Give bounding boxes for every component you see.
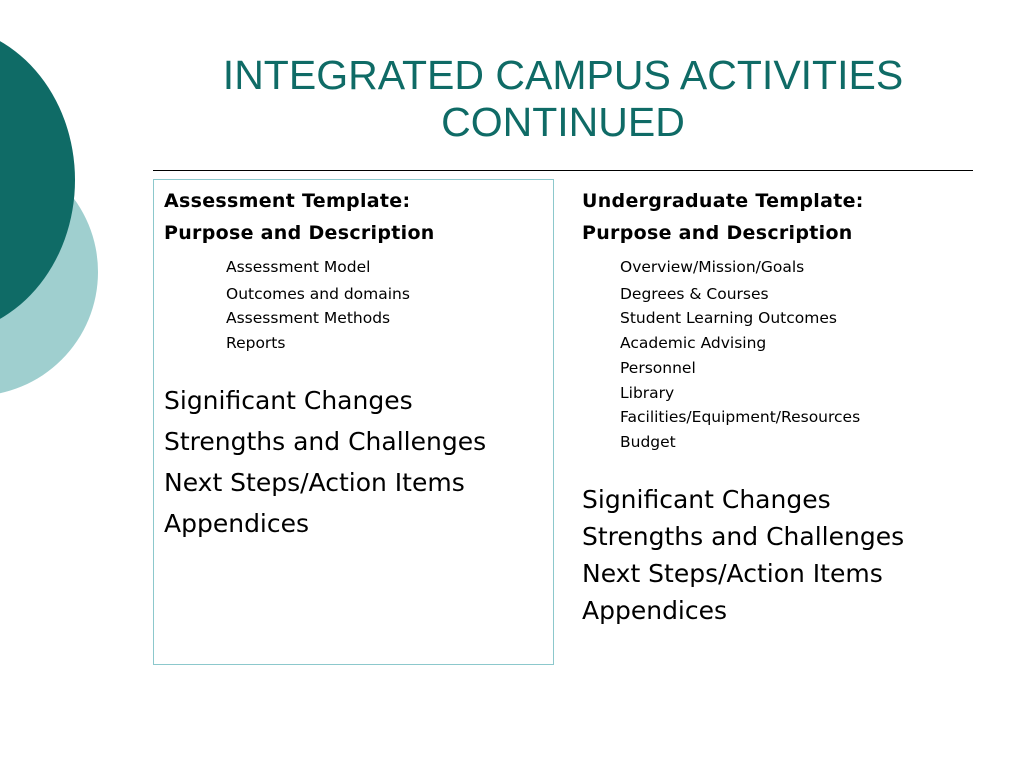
- list-item: Facilities/Equipment/Resources: [620, 408, 861, 427]
- section-list: [164, 380, 549, 544]
- section-item: Strengths and Challenges: [582, 521, 905, 551]
- section-list: [582, 481, 982, 629]
- undergraduate-template-column: [582, 185, 982, 629]
- assessment-template-column: [164, 185, 549, 544]
- list-item: Assessment Model: [226, 258, 371, 276]
- list-item: Assessment Methods: [226, 309, 391, 328]
- section-item: Appendices: [164, 508, 310, 538]
- item-list: [582, 255, 982, 455]
- column-heading: Undergraduate Template:: [582, 190, 864, 212]
- section-item: Strengths and Challenges: [164, 426, 487, 456]
- list-item: Outcomes and domains: [226, 284, 410, 303]
- section-item: Significant Changes: [582, 484, 831, 514]
- column-subheading: Purpose and Description: [582, 222, 853, 244]
- list-item: Academic Advising: [620, 334, 767, 353]
- slide-title: [150, 52, 976, 146]
- list-item: Student Learning Outcomes: [620, 309, 837, 328]
- list-item: Budget: [620, 432, 676, 451]
- title-line-1: INTEGRATED CAMPUS ACTIVITIES: [222, 52, 904, 98]
- list-item: Personnel: [620, 358, 696, 377]
- list-item: Overview/Mission/Goals: [620, 258, 805, 276]
- column-subheading: Purpose and Description: [164, 222, 435, 244]
- list-item: Library: [620, 383, 675, 402]
- item-list: [164, 255, 549, 356]
- title-divider: [153, 170, 973, 171]
- list-item: Reports: [226, 334, 286, 353]
- section-item: Next Steps/Action Items: [582, 558, 883, 588]
- section-item: Significant Changes: [164, 385, 413, 415]
- section-item: Next Steps/Action Items: [164, 467, 465, 497]
- section-item: Appendices: [582, 595, 728, 625]
- title-line-2: CONTINUED: [441, 99, 685, 145]
- list-item: Degrees & Courses: [620, 284, 769, 303]
- column-heading: Assessment Template:: [164, 190, 411, 212]
